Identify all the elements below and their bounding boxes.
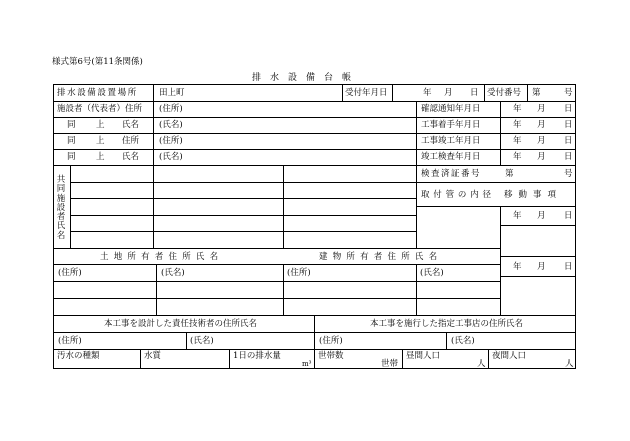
receipt-dai: 第	[532, 88, 541, 98]
transfer-date2-month: 月	[537, 262, 546, 272]
installation-location-value: 田上町	[159, 88, 185, 98]
row3-month: 月	[537, 120, 546, 130]
construction-complete-date-label: 工事竣工年月日	[421, 136, 481, 146]
households-label: 世帯数	[318, 351, 344, 361]
nighttime-population-unit: 人	[565, 359, 574, 369]
row4-year: 年	[513, 136, 522, 146]
daily-discharge-label: 1日の排水量	[233, 351, 281, 361]
row2-month: 月	[537, 104, 546, 114]
row5-value: (氏名)	[159, 152, 183, 162]
building-owner-address: (住所)	[287, 268, 311, 278]
inspection-dai: 第	[505, 169, 514, 179]
row4-month: 月	[537, 136, 546, 146]
pipe-diameter-label: 取付管の内径	[421, 190, 495, 200]
households-unit: 世帯	[381, 359, 399, 369]
daytime-population-unit: 人	[477, 359, 486, 369]
row1-year: 年	[423, 88, 432, 98]
row2-day: 日	[564, 104, 573, 114]
contractor-header: 本工事を施行した指定工事店の住所氏名	[370, 319, 524, 329]
receipt-go: 号	[564, 88, 573, 98]
daytime-population-label: 昼間人口	[406, 351, 441, 361]
row5-label-name: 氏名	[122, 152, 140, 162]
transfer-date1-year: 年	[513, 211, 522, 221]
row2-year: 年	[513, 104, 522, 114]
row3-label-name: 氏名	[122, 120, 140, 130]
row4-label-same: 同	[67, 136, 76, 146]
designer-name: (氏名)	[190, 336, 214, 346]
row3-year: 年	[513, 120, 522, 130]
land-owner-address: (住所)	[58, 268, 82, 278]
row4-label-address: 住所	[122, 136, 140, 146]
row5-day: 日	[564, 152, 573, 162]
row1-month: 月	[444, 88, 453, 98]
transfer-items-label: 移動事項	[504, 190, 563, 200]
designer-header: 本工事を設計した責任技術者の住所氏名	[104, 319, 258, 329]
transfer-date1-month: 月	[537, 211, 546, 221]
contractor-address: (住所)	[319, 336, 343, 346]
row5-label-above: 上	[96, 152, 105, 162]
joint-facility-owner-label: 共 同 施 設 者 氏 名	[56, 175, 66, 241]
sewage-type-label: 汚水の種類	[57, 351, 100, 361]
row5-label-same: 同	[67, 152, 76, 162]
inspection-go: 号	[564, 169, 573, 179]
receipt-number-label: 受付番号	[487, 88, 522, 98]
facility-owner-address-value: (住所)	[159, 104, 183, 114]
received-date-label: 受付年月日	[345, 88, 388, 98]
row4-value: (住所)	[159, 136, 183, 146]
confirm-notice-date-label: 確認通知年月日	[421, 104, 481, 114]
row1-day: 日	[470, 88, 479, 98]
row3-label-above: 上	[96, 120, 105, 130]
row3-label-same: 同	[67, 120, 76, 130]
row4-day: 日	[564, 136, 573, 146]
completion-inspection-date-label: 竣工検査年月日	[421, 152, 481, 162]
nighttime-population-label: 夜間人口	[492, 351, 527, 361]
row5-year: 年	[513, 152, 522, 162]
form-title: 排 水 設 備 台 帳	[252, 73, 352, 83]
transfer-date2-day: 日	[564, 262, 573, 272]
contractor-name: (氏名)	[451, 336, 475, 346]
water-quality-label: 水質	[144, 351, 162, 361]
building-owner-header: 建物所有者住所氏名	[319, 252, 443, 262]
transfer-date2-year: 年	[513, 262, 522, 272]
row4-label-above: 上	[96, 136, 105, 146]
row3-value: (氏名)	[159, 120, 183, 130]
land-owner-name: (氏名)	[161, 268, 185, 278]
installation-location-label: 排水設備設置場所	[57, 88, 138, 98]
designer-address: (住所)	[58, 336, 82, 346]
form-number: 様式第6号(第11条関係)	[52, 57, 143, 67]
construction-start-date-label: 工事着手年月日	[421, 120, 481, 130]
row5-month: 月	[537, 152, 546, 162]
transfer-date1-day: 日	[564, 211, 573, 221]
building-owner-name: (氏名)	[420, 268, 444, 278]
land-owner-header: 土地所有者住所氏名	[100, 252, 224, 262]
facility-owner-address-label: 施設者（代表者）住所	[57, 104, 143, 114]
cubic-meter-unit: m³	[302, 360, 312, 368]
inspection-cert-label: 検査済証番号	[421, 169, 482, 179]
row3-day: 日	[564, 120, 573, 130]
